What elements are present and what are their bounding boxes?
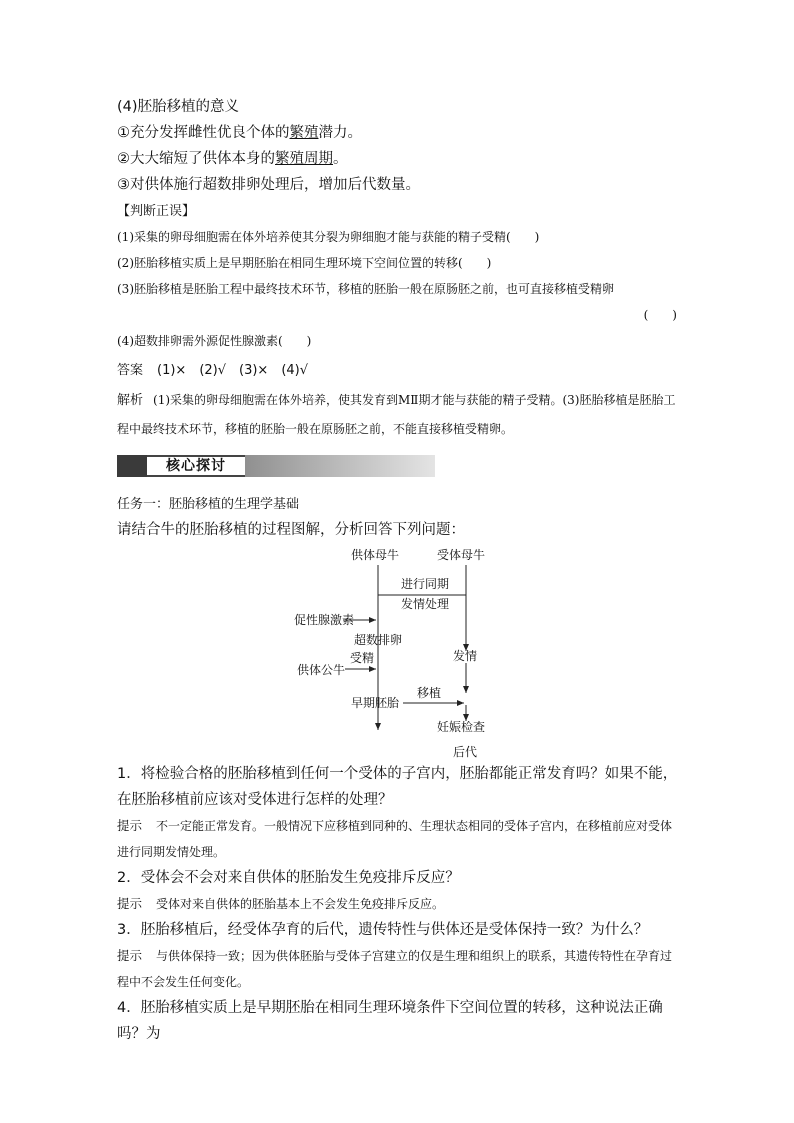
donor-bull-label: 供体公牛	[297, 663, 346, 677]
gonadotropin-label: 促性腺激素	[294, 613, 355, 627]
significance-item-3: ③对供体施行超数排卵处理后，增加后代数量。	[117, 177, 420, 193]
judge-item-3: (3)胚胎移植是胚胎工程中最终技术环节，移植的胚胎一般在原肠胚之前，也可直接移植受精卵	[117, 282, 615, 296]
underlined-term: 繁殖	[289, 125, 319, 141]
hint-label: 提示	[117, 948, 143, 963]
estrus-label: 发情	[453, 649, 478, 663]
significance-item-1: ①充分发挥雌性优良个体的繁殖潜力。	[117, 125, 362, 141]
core-section-banner	[117, 455, 435, 477]
significance-item-2: ②大大缩短了供体本身的繁殖周期。	[117, 151, 348, 167]
explanation-label: 解析	[117, 393, 144, 408]
judge-item-3-paren: ( )	[643, 308, 677, 322]
early-embryo-label: 早期胚胎	[351, 696, 400, 710]
underlined-term: 繁殖周期	[275, 151, 333, 167]
diagram-container	[117, 543, 679, 761]
sync-label-line2: 发情处理	[401, 597, 450, 611]
banner-block	[117, 455, 147, 477]
judge-item-1: (1)采集的卵母细胞需在体外培养使其分裂为卵细胞才能与获能的精子受精( )	[117, 230, 540, 244]
answer-line	[117, 356, 679, 386]
question-3: 3．胚胎移植后，经受体孕育的后代，遗传特性与供体还是受体保持一致？为什么？	[117, 922, 649, 938]
hint-text: 与供体保持一致；因为供体胚胎与受体子宫建立的仅是生理和组织上的联系，其遗传特性在孕育过程中不会发生任何变化。	[117, 949, 673, 989]
superovulation-label: 超数排卵	[354, 633, 403, 647]
hint-1	[117, 813, 679, 865]
explanation	[117, 386, 679, 443]
answer-text: (1)× (2)√ (3)× (4)√	[157, 363, 309, 378]
judge-item-4: (4)超数排卵需外源促性腺激素( )	[117, 334, 312, 348]
question-4: 4．胚胎移植实质上是早期胚胎在相同生理环境条件下空间位置的转移，这种说法正确吗？为	[117, 1000, 663, 1042]
hint-text: 不一定能正常发育。一般情况下应移植到同种的、生理状态相同的受体子宫内，在移植前应对受体进行同期发情处理。	[117, 819, 673, 859]
hint-label: 提示	[117, 896, 143, 911]
section4-title: (4)胚胎移植的意义	[117, 99, 240, 115]
explanation-text: (1)采集的卵母细胞需在体外培养，使其发育到MⅡ期才能与获能的精子受精。(3)胚胎移植是胚胎工程中最终技术环节，移植的胚胎一般在原肠胚之前，不能直接移植受精卵。	[117, 393, 676, 436]
judge-tag: 【判断正误】	[117, 204, 196, 219]
answer-label: 答案	[117, 363, 144, 378]
offspring-label: 后代	[453, 745, 478, 759]
core-section-title: 核心探讨	[147, 455, 245, 477]
donor-cow-label: 供体母牛	[351, 548, 400, 562]
question-2: 2．受体会不会对来自供体的胚胎发生免疫排斥反应？	[117, 870, 460, 886]
fertilization-label: 受精	[350, 651, 375, 665]
content	[117, 94, 679, 1047]
hint-2	[117, 891, 679, 917]
task-intro: 请结合牛的胚胎移植的过程图解，分析回答下列问题：	[117, 522, 465, 538]
hint-label: 提示	[117, 818, 143, 833]
hint-text: 受体对来自供体的胚胎基本上不会发生免疫排斥反应。	[156, 897, 445, 911]
transplant-label: 移植	[417, 686, 442, 700]
embryo-transfer-diagram	[117, 543, 679, 761]
hint-3	[117, 943, 679, 995]
pregnancy-check-label: 妊娠检查	[437, 720, 486, 734]
question-1: 1．将检验合格的胚胎移植到任何一个受体的子宫内，胚胎都能正常发育吗？如果不能，在胚胎移植前应该对受体进行怎样的处理？	[117, 766, 678, 808]
recipient-cow-label: 受体母牛	[437, 548, 486, 562]
judge-item-2: (2)胚胎移植实质上是早期胚胎在相同生理环境下空间位置的转移( )	[117, 256, 492, 270]
sync-label-line1: 进行同期	[401, 577, 450, 591]
task-title: 任务一：胚胎移植的生理学基础	[117, 497, 300, 512]
